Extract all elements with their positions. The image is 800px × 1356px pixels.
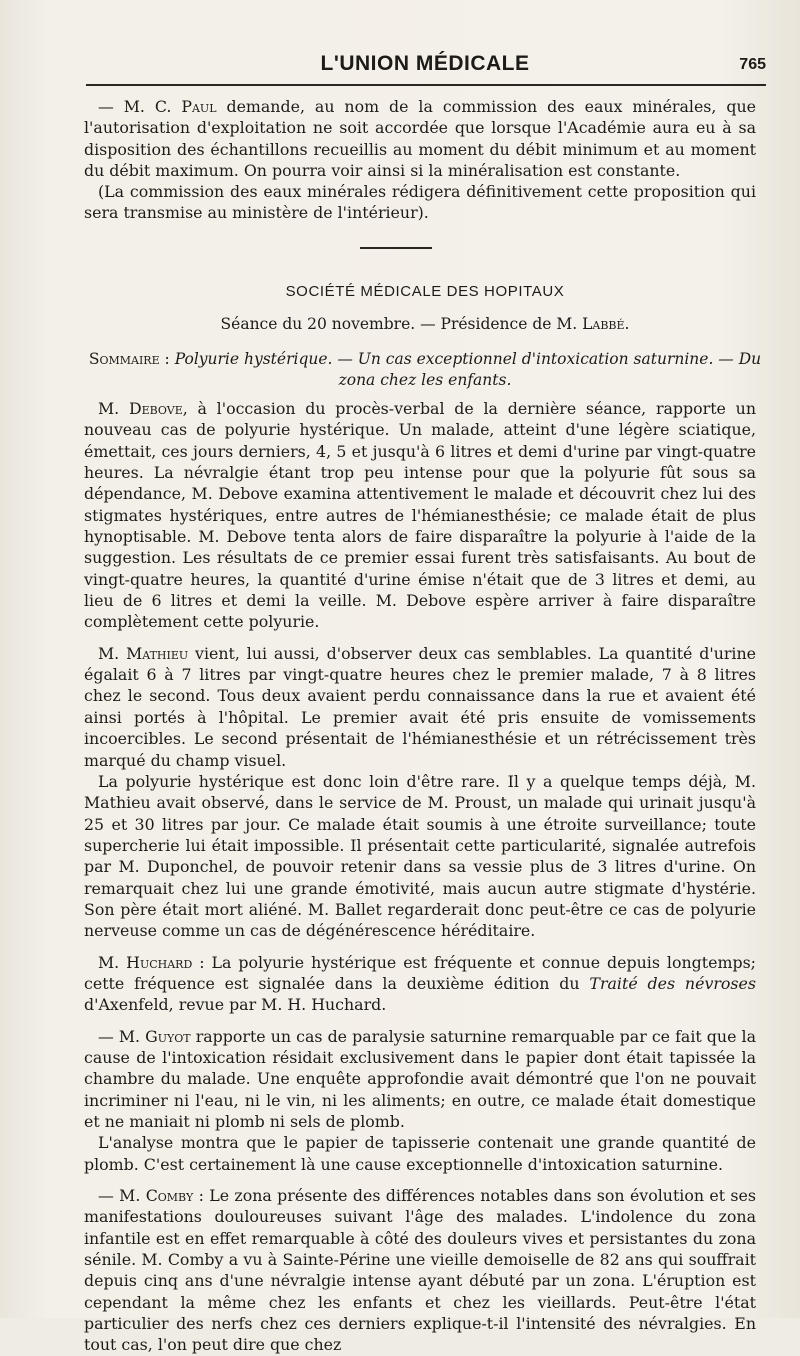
section-title: SOCIÉTÉ MÉDICALE DES HOPITAUX xyxy=(285,283,565,300)
paragraph-polyurie: La polyurie hystérique est donc loin d'être rare. Il y a quelque temps déjà, M. Mathieu avait observé, dans le service de M. Proust, un malade qui urinait jusqu'à 25 et 30 litres par jour. Ce malade était soumis à une étroite surveillance; toute supercherie lui était impossible. Il présentait cette particularité, signalée autrefois par M. Duponchel, de pouvoir retenir dans sa vessie plus de 3 litres d'urine. On remarquait chez lui une grande émotivité, mais aucun autre stigmate d'hystérie. Son père était mort aliéné. M. Ballet regarderait donc peut-être ce cas de polyurie nerveuse comme un cas de dégénérescence héréditaire. xyxy=(84,771,756,941)
paragraph-huchard: M. Huchard : La polyurie hystérique est fréquente et connue depuis longtemps; cette fréquence est signalée dans la deuxième édition du Traité des névroses d'Axenfeld, revue par M. H. Huchard. xyxy=(84,952,757,1015)
summary-label: Sommaire xyxy=(88,350,160,368)
speaker-name: Huchard xyxy=(126,952,193,972)
speaker-name: Guyot xyxy=(145,1026,191,1046)
paragraph-comby: — M. Comby : Le zona présente des différences notables dans son évolution et ses manifestations douloureuses suivant l'âge des malades. L'indolence du zona infantile est en effet remarquable à côté des douleurs vives et persistantes du zona sénile. M. Comby a vu à Sainte-Périne une vieille demoiselle de 82 ans qui souffrait depuis cinq ans d'une névralgie intense ayant débuté par un zona. L'éruption est cependant la même chez les enfants et chez les vieillards. Peut-être l'état particulier des nerfs chez ces derniers explique-t-il l'intensité des névralgies. En tout cas, l'on peut dire que chez xyxy=(84,1186,756,1355)
running-title: L'UNION MÉDICALE xyxy=(320,52,530,75)
paragraph-guyot: — M. Guyot rapporte un cas de paralysie saturnine remarquable par ce fait que la cause de l'intoxication résidait exclusivement dans le papier dont était tapissée la chambre du malade. Une enquête approfondie avait démontré que l'on ne pouvait incriminer ni l'eau, ni le vin, ni les aliments; en outre, ce malade était domestique et ne maniait ni plomb ni sels de plomb. xyxy=(84,1026,756,1131)
article-body xyxy=(84,398,756,1356)
speaker-name: Debove xyxy=(128,399,183,418)
summary: Sommaire : Polyurie hystérique. — Un cas exceptionnel d'intoxication saturnine. — Du zona chez les enfants. xyxy=(88,350,762,389)
session-line: Séance du 20 novembre. — Présidence de M. Labbé. xyxy=(220,315,630,333)
paragraph-debove: M. Debove, à l'occasion du procès-verbal de la dernière séance, rapporte un nouveau cas de polyurie hystérique. Un malade, atteint d'une légère sciatique, émettait, ces jours derniers, 4, 5 et jusqu'à 6 litres et demi d'urine par vingt-quatre heures. La névralgie étant trop peu intense pour que la polyurie fût sous sa dépendance, M. Debove examina attentivement le malade et découvrit chez lui des stigmates hystériques, entre autres de l'hémianesthésie; ce malade était de plus hynoptisable. M. Debove tenta alors de faire disparaître la polyurie à l'aide de la suggestion. Les résultats de ce premier essai furent très satisfaisants. Au bout de vingt-quatre heures, la quantité d'urine émise n'était que de 3 litres et demi, au lieu de 6 litres et demi la veille. M. Debove espère arriver à faire disparaître complètement cette polyurie. xyxy=(84,399,756,632)
page-number: 765 xyxy=(739,56,766,73)
page-header xyxy=(84,50,766,80)
speaker-name: Comby xyxy=(145,1186,194,1206)
speaker-name: Mathieu xyxy=(126,643,189,663)
intro-block xyxy=(84,96,756,224)
header-rule xyxy=(86,84,766,86)
paragraph-mathieu: M. Mathieu vient, lui aussi, d'observer deux cas semblables. La quantité d'urine égalait 6 à 7 litres par vingt-quatre heures chez le premier malade, 7 à 8 litres chez le second. Tous deux avaient perdu connaissance dans la rue et avaient été ainsi portés à l'hôpital. Le premier avait été pris ensuite de vomissements incoercibles. Le second présentait de l'hémianesthésie et un rétrécissement très marqué du champ visuel. xyxy=(84,643,757,770)
summary-text: Polyurie hystérique. — Un cas exceptionnel d'intoxication saturnine. — Du zona chez les enfants. xyxy=(174,350,762,389)
president-name: Labbé xyxy=(582,315,625,333)
intro-paragraph: — M. C. Paul demande, au nom de la commission des eaux minérales, que l'autorisation d'exploitation ne soit accordée que lorsque l'Académie aura eu à sa disposition des échantillons recueillis au moment du débit minimum et au moment du débit maximum. On pourra voir ainsi si la minéralisation est constante. xyxy=(84,97,756,180)
speaker-name: Paul xyxy=(181,97,217,116)
section-separator xyxy=(360,247,432,249)
intro-paragraph-2: (La commission des eaux minérales rédigera définitivement cette proposition qui sera transmise au ministère de l'intérieur). xyxy=(84,182,756,223)
paragraph-analyse: L'analyse montra que le papier de tapisserie contenait une grande quantité de plomb. C'est certainement là une cause exceptionnelle d'intoxication saturnine. xyxy=(84,1133,756,1174)
book-title: Traité des névroses xyxy=(589,973,756,993)
